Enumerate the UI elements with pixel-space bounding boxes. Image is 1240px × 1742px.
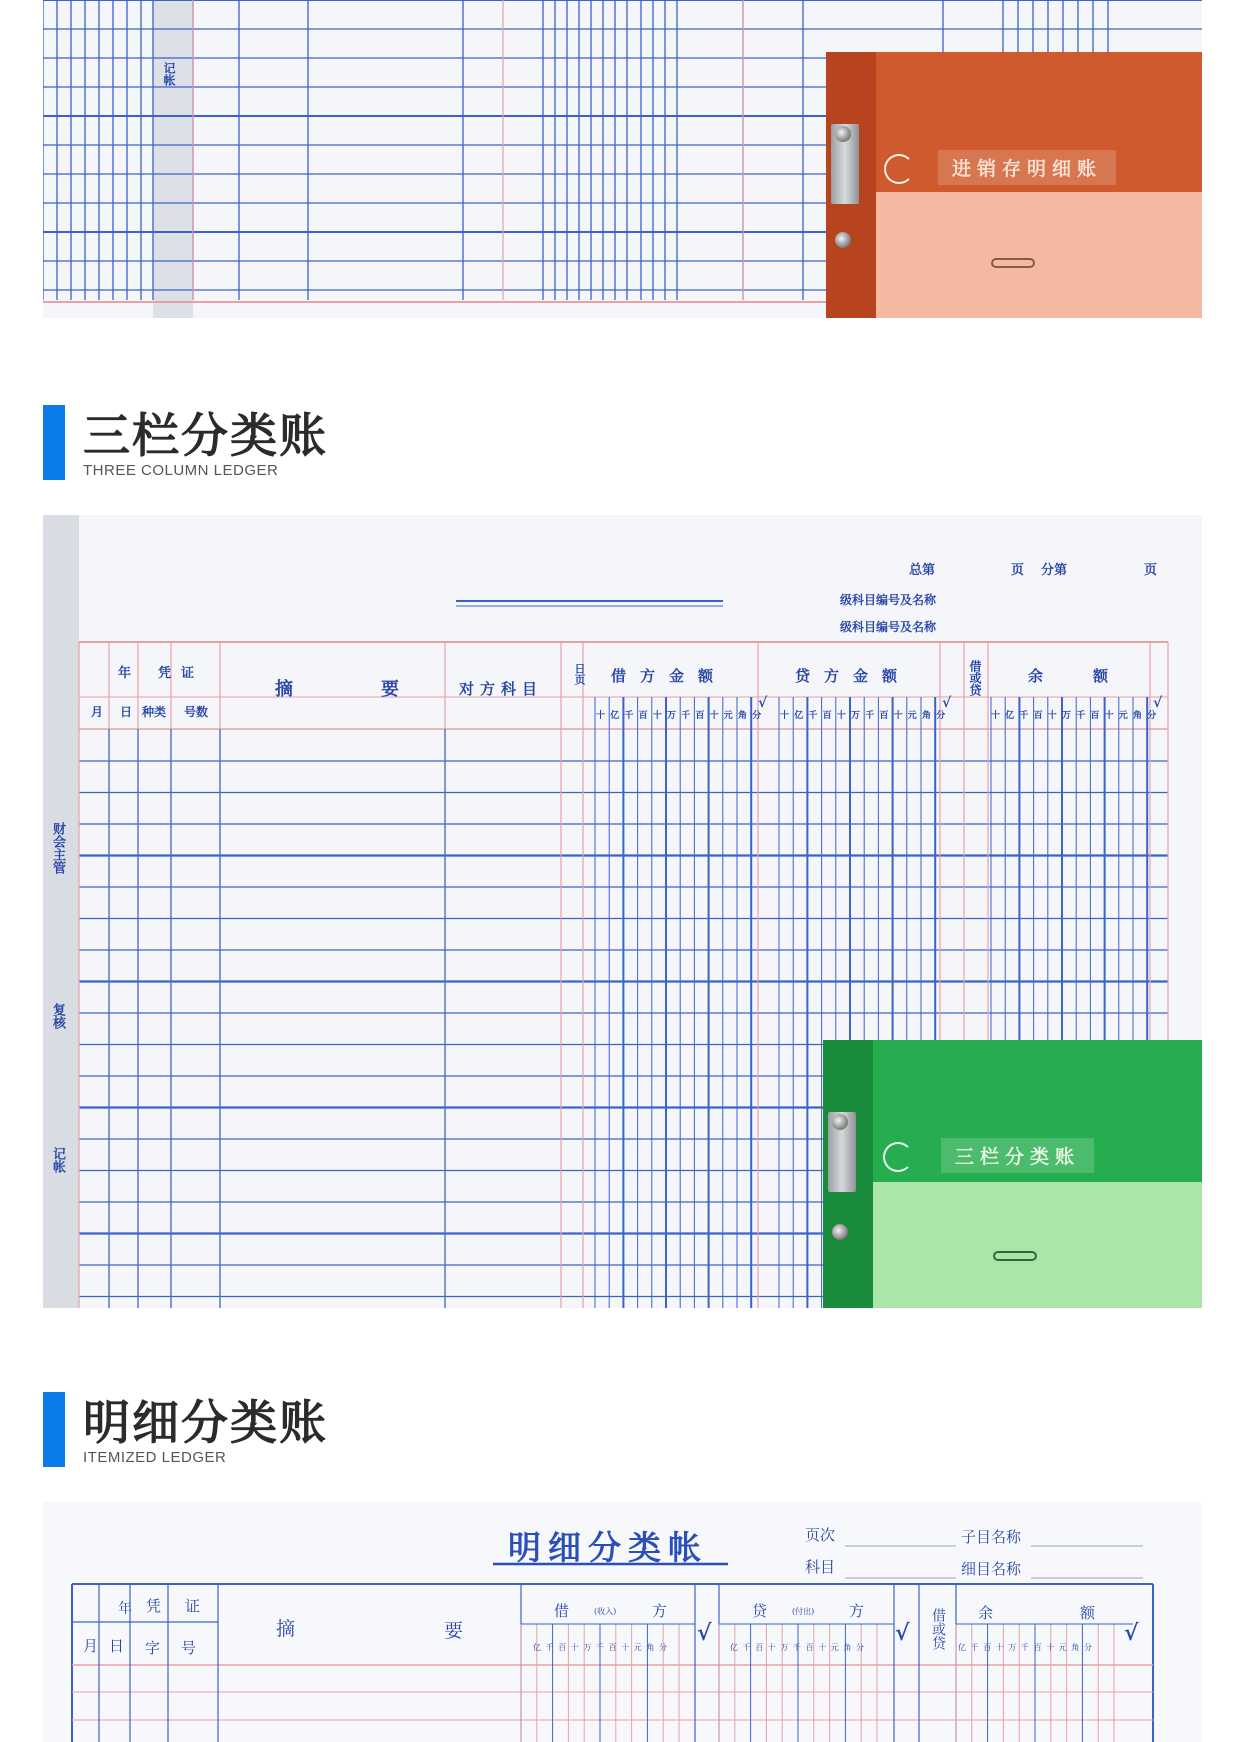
accent-bar: [43, 1392, 65, 1467]
header-dr-cr: 借或贷: [968, 660, 982, 696]
book-label: 三栏分类账: [941, 1138, 1094, 1173]
header-debit-end: 方: [652, 1602, 668, 1620]
digits-balance: 十亿千百十万千百十元角分: [991, 711, 1162, 721]
section-subtitle: ITEMIZED LEDGER: [83, 1449, 227, 1466]
section-subtitle: THREE COLUMN LEDGER: [83, 462, 279, 479]
section-title: 三栏分类账: [83, 409, 328, 464]
page-label-2: 页: [1144, 563, 1158, 578]
header-balance-end: 额: [1080, 1604, 1096, 1622]
header-summary-a: 摘: [275, 679, 293, 700]
check-mark-debit: √: [697, 1620, 712, 1646]
header-voucher: 凭: [146, 1597, 162, 1615]
header-summary-b: 要: [381, 679, 399, 700]
check-mark-balance: √: [1124, 1620, 1139, 1646]
header-balance: 余: [978, 1604, 994, 1622]
field-sub-account: 子目名称: [961, 1528, 1022, 1546]
check-mark-credit: √: [942, 695, 952, 711]
header-kind: 种类: [142, 705, 167, 719]
field-page: 页次: [805, 1526, 836, 1544]
header-summary-a: 摘: [276, 1618, 296, 1640]
header-credit: 贷方金额: [795, 667, 912, 685]
header-summary-b: 要: [444, 1620, 464, 1642]
page-total-label: 总第: [909, 563, 936, 578]
digits-balance: 亿千百十万千百十元角分: [958, 1643, 1097, 1652]
header-ref-page: 日页: [573, 663, 586, 685]
header-counter-account: 对方科目: [459, 680, 544, 698]
field-account: 科目: [805, 1558, 836, 1576]
binding-strip: [43, 515, 79, 1308]
emblem-icon: [991, 258, 1035, 268]
account-line-1: 级科目编号及名称: [840, 593, 937, 607]
header-debit: 借方金额: [611, 667, 728, 685]
header-debit-sub: (收入): [594, 1607, 617, 1616]
header-day: 日: [109, 1637, 125, 1655]
check-mark-balance: √: [1153, 695, 1163, 711]
check-mark-debit: √: [758, 695, 768, 711]
digits-debit: 亿千百十万千百十元角分: [533, 1643, 672, 1652]
header-month: 月: [83, 1637, 99, 1655]
header-credit: 贷: [752, 1602, 768, 1620]
book-label: 进销存明细账: [938, 150, 1116, 185]
header-dr-cr: 借或贷: [930, 1608, 946, 1650]
section-title: 明细分类账: [83, 1396, 328, 1451]
header-month: 月: [91, 705, 104, 719]
header-voucher-2: 证: [185, 1597, 201, 1615]
page-sub-label: 分第: [1041, 563, 1068, 578]
header-hao: 号: [181, 1639, 197, 1657]
header-day: 日: [120, 705, 133, 719]
ledger-photo-three-column: [43, 515, 1202, 1308]
ledger-title: 明细分类帐: [508, 1528, 708, 1567]
ledger-cover-green: [823, 1040, 1202, 1308]
account-line-2: 级科目编号及名称: [840, 620, 937, 634]
accent-bar: [43, 405, 65, 480]
header-year: 年: [118, 1601, 132, 1617]
header-voucher: 凭证: [158, 666, 205, 681]
emblem-icon: [993, 1251, 1037, 1261]
logo-icon: [883, 1142, 913, 1172]
header-balance: 余额: [1028, 667, 1159, 685]
margin-label-jizhang: 记帐: [162, 62, 176, 86]
header-credit-sub: (付出): [792, 1607, 815, 1616]
binding-strip: [153, 0, 193, 318]
header-number: 号数: [184, 705, 209, 719]
logo-icon: [884, 154, 914, 184]
check-mark-credit: √: [895, 1620, 910, 1646]
ledger-cover-orange: [826, 52, 1202, 318]
digits-debit: 十亿千百十万千百十元角分: [596, 711, 767, 721]
ledger-photo-top: [43, 0, 1202, 318]
field-detail-account: 细目名称: [961, 1560, 1022, 1578]
header-year: 年: [118, 666, 132, 681]
header-credit-end: 方: [849, 1602, 865, 1620]
margin-label-bookkeeping: 记帐: [50, 1147, 65, 1173]
ledger-photo-itemized: [43, 1502, 1202, 1742]
digits-credit: 十亿千百十万千百十元角分: [780, 711, 951, 721]
margin-label-review: 复核: [50, 1003, 65, 1029]
page-label: 页: [1011, 563, 1025, 578]
digits-credit: 亿千百十万千百十元角分: [730, 1643, 869, 1652]
header-zi: 字: [145, 1639, 161, 1657]
margin-label-supervisor: 财会主管: [50, 822, 65, 874]
header-debit: 借: [554, 1602, 570, 1620]
